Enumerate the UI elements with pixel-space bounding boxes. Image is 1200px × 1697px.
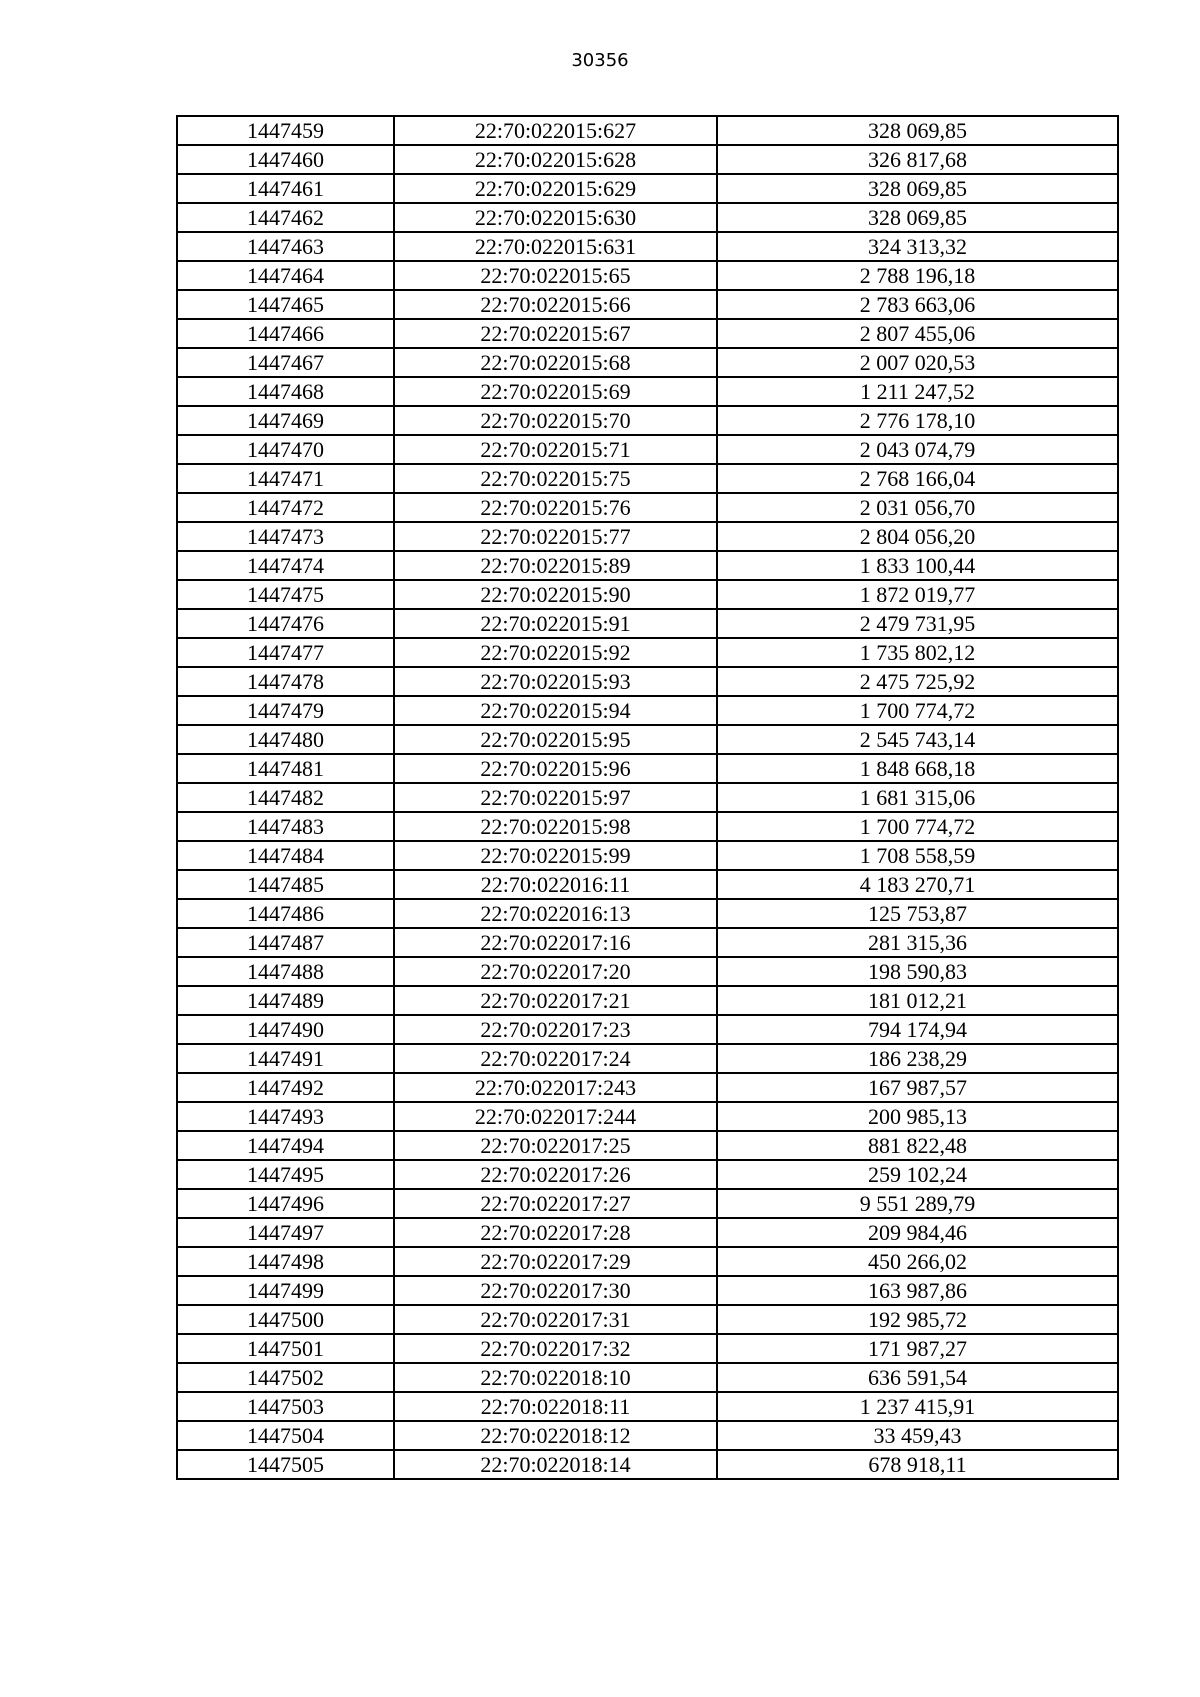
- cadastral-number-cell: 22:70:022015:628: [394, 145, 717, 174]
- cadastral-number-cell: 22:70:022017:27: [394, 1189, 717, 1218]
- record-number-cell: 1447497: [177, 1218, 394, 1247]
- value-cell: 2 545 743,14: [717, 725, 1118, 754]
- record-number-cell: 1447479: [177, 696, 394, 725]
- value-cell: 125 753,87: [717, 899, 1118, 928]
- table-row: [177, 812, 1118, 841]
- value-cell: 1 700 774,72: [717, 812, 1118, 841]
- table-row: [177, 725, 1118, 754]
- value-cell: 2 807 455,06: [717, 319, 1118, 348]
- table-row: [177, 290, 1118, 319]
- value-cell: 678 918,11: [717, 1450, 1118, 1479]
- cadastral-number-cell: 22:70:022015:77: [394, 522, 717, 551]
- record-number-cell: 1447483: [177, 812, 394, 841]
- table-row: [177, 1044, 1118, 1073]
- table-row: [177, 1073, 1118, 1102]
- value-cell: 259 102,24: [717, 1160, 1118, 1189]
- cadastral-number-cell: 22:70:022015:99: [394, 841, 717, 870]
- record-number-cell: 1447476: [177, 609, 394, 638]
- table-row: [177, 551, 1118, 580]
- table-row: [177, 1421, 1118, 1450]
- table-row: [177, 841, 1118, 870]
- cadastral-number-cell: 22:70:022015:75: [394, 464, 717, 493]
- cadastral-number-cell: 22:70:022015:65: [394, 261, 717, 290]
- table-row: [177, 1189, 1118, 1218]
- record-number-cell: 1447503: [177, 1392, 394, 1421]
- value-cell: 450 266,02: [717, 1247, 1118, 1276]
- value-cell: 171 987,27: [717, 1334, 1118, 1363]
- table-row: [177, 783, 1118, 812]
- record-number-cell: 1447467: [177, 348, 394, 377]
- cadastral-number-cell: 22:70:022017:21: [394, 986, 717, 1015]
- table-row: [177, 348, 1118, 377]
- cadastral-number-cell: 22:70:022015:67: [394, 319, 717, 348]
- table-row: [177, 1450, 1118, 1479]
- record-number-cell: 1447470: [177, 435, 394, 464]
- record-number-cell: 1447480: [177, 725, 394, 754]
- value-cell: 2 804 056,20: [717, 522, 1118, 551]
- value-cell: 328 069,85: [717, 116, 1118, 145]
- record-number-cell: 1447462: [177, 203, 394, 232]
- value-cell: 2 768 166,04: [717, 464, 1118, 493]
- value-cell: 1 700 774,72: [717, 696, 1118, 725]
- table-row: [177, 232, 1118, 261]
- value-cell: 1 681 315,06: [717, 783, 1118, 812]
- cadastral-number-cell: 22:70:022017:30: [394, 1276, 717, 1305]
- cadastral-number-cell: 22:70:022017:23: [394, 1015, 717, 1044]
- record-number-cell: 1447499: [177, 1276, 394, 1305]
- value-cell: 636 591,54: [717, 1363, 1118, 1392]
- cadastral-number-cell: 22:70:022015:76: [394, 493, 717, 522]
- table-row: [177, 928, 1118, 957]
- table-row: [177, 1334, 1118, 1363]
- cadastral-number-cell: 22:70:022017:32: [394, 1334, 717, 1363]
- record-number-cell: 1447486: [177, 899, 394, 928]
- table-row: [177, 870, 1118, 899]
- table-row: [177, 406, 1118, 435]
- value-cell: 198 590,83: [717, 957, 1118, 986]
- table-row: [177, 319, 1118, 348]
- record-number-cell: 1447493: [177, 1102, 394, 1131]
- record-number-cell: 1447460: [177, 145, 394, 174]
- table-row: [177, 261, 1118, 290]
- value-cell: 2 788 196,18: [717, 261, 1118, 290]
- record-number-cell: 1447490: [177, 1015, 394, 1044]
- record-number-cell: 1447466: [177, 319, 394, 348]
- table-row: [177, 116, 1118, 145]
- value-cell: 324 313,32: [717, 232, 1118, 261]
- table-row: [177, 1305, 1118, 1334]
- value-cell: 186 238,29: [717, 1044, 1118, 1073]
- table-row: [177, 1363, 1118, 1392]
- table-row: [177, 580, 1118, 609]
- record-number-cell: 1447469: [177, 406, 394, 435]
- value-cell: 2 783 663,06: [717, 290, 1118, 319]
- value-cell: 328 069,85: [717, 203, 1118, 232]
- cadastral-number-cell: 22:70:022017:243: [394, 1073, 717, 1102]
- record-number-cell: 1447464: [177, 261, 394, 290]
- table-row: [177, 435, 1118, 464]
- cadastral-number-cell: 22:70:022016:13: [394, 899, 717, 928]
- cadastral-number-cell: 22:70:022017:31: [394, 1305, 717, 1334]
- table-row: [177, 638, 1118, 667]
- record-number-cell: 1447471: [177, 464, 394, 493]
- table-row: [177, 174, 1118, 203]
- record-number-cell: 1447459: [177, 116, 394, 145]
- record-number-cell: 1447481: [177, 754, 394, 783]
- table-row: [177, 609, 1118, 638]
- value-cell: 1 833 100,44: [717, 551, 1118, 580]
- value-cell: 326 817,68: [717, 145, 1118, 174]
- cadastral-number-cell: 22:70:022015:629: [394, 174, 717, 203]
- value-cell: 1 708 558,59: [717, 841, 1118, 870]
- cadastral-number-cell: 22:70:022017:16: [394, 928, 717, 957]
- value-cell: 281 315,36: [717, 928, 1118, 957]
- table-row: [177, 899, 1118, 928]
- cadastral-number-cell: 22:70:022015:95: [394, 725, 717, 754]
- cadastral-number-cell: 22:70:022015:92: [394, 638, 717, 667]
- record-number-cell: 1447489: [177, 986, 394, 1015]
- cadastral-number-cell: 22:70:022015:98: [394, 812, 717, 841]
- record-number-cell: 1447501: [177, 1334, 394, 1363]
- cadastral-number-cell: 22:70:022015:90: [394, 580, 717, 609]
- table-row: [177, 986, 1118, 1015]
- table-row: [177, 1247, 1118, 1276]
- value-cell: 181 012,21: [717, 986, 1118, 1015]
- cadastral-number-cell: 22:70:022018:10: [394, 1363, 717, 1392]
- cadastral-number-cell: 22:70:022017:29: [394, 1247, 717, 1276]
- value-cell: 9 551 289,79: [717, 1189, 1118, 1218]
- record-number-cell: 1447494: [177, 1131, 394, 1160]
- table-row: [177, 957, 1118, 986]
- table-row: [177, 696, 1118, 725]
- cadastral-number-cell: 22:70:022015:630: [394, 203, 717, 232]
- cadastral-number-cell: 22:70:022017:20: [394, 957, 717, 986]
- record-number-cell: 1447465: [177, 290, 394, 319]
- table-row: [177, 667, 1118, 696]
- record-number-cell: 1447492: [177, 1073, 394, 1102]
- table-row: [177, 145, 1118, 174]
- record-number-cell: 1447505: [177, 1450, 394, 1479]
- cadastral-number-cell: 22:70:022015:94: [394, 696, 717, 725]
- table-row: [177, 203, 1118, 232]
- value-cell: 167 987,57: [717, 1073, 1118, 1102]
- cadastral-number-cell: 22:70:022018:11: [394, 1392, 717, 1421]
- record-number-cell: 1447484: [177, 841, 394, 870]
- value-cell: 200 985,13: [717, 1102, 1118, 1131]
- value-cell: 2 031 056,70: [717, 493, 1118, 522]
- value-cell: 33 459,43: [717, 1421, 1118, 1450]
- record-number-cell: 1447500: [177, 1305, 394, 1334]
- value-cell: 2 007 020,53: [717, 348, 1118, 377]
- cadastral-number-cell: 22:70:022015:631: [394, 232, 717, 261]
- value-cell: 1 848 668,18: [717, 754, 1118, 783]
- record-number-cell: 1447491: [177, 1044, 394, 1073]
- cadastral-number-cell: 22:70:022015:70: [394, 406, 717, 435]
- value-cell: 881 822,48: [717, 1131, 1118, 1160]
- value-cell: 2 776 178,10: [717, 406, 1118, 435]
- cadastral-number-cell: 22:70:022017:28: [394, 1218, 717, 1247]
- table-row: [177, 1131, 1118, 1160]
- table-row: [177, 1160, 1118, 1189]
- table-row: [177, 1392, 1118, 1421]
- table-row: [177, 522, 1118, 551]
- value-cell: 1 735 802,12: [717, 638, 1118, 667]
- value-cell: 209 984,46: [717, 1218, 1118, 1247]
- value-cell: 2 475 725,92: [717, 667, 1118, 696]
- record-number-cell: 1447473: [177, 522, 394, 551]
- record-number-cell: 1447477: [177, 638, 394, 667]
- value-cell: 794 174,94: [717, 1015, 1118, 1044]
- cadastral-number-cell: 22:70:022015:66: [394, 290, 717, 319]
- record-number-cell: 1447478: [177, 667, 394, 696]
- record-number-cell: 1447472: [177, 493, 394, 522]
- record-number-cell: 1447495: [177, 1160, 394, 1189]
- record-number-cell: 1447475: [177, 580, 394, 609]
- cadastral-number-cell: 22:70:022017:26: [394, 1160, 717, 1189]
- record-number-cell: 1447488: [177, 957, 394, 986]
- table-body: [177, 116, 1118, 1479]
- cadastral-number-cell: 22:70:022017:24: [394, 1044, 717, 1073]
- record-number-cell: 1447468: [177, 377, 394, 406]
- page-number: 30356: [571, 50, 629, 71]
- record-number-cell: 1447474: [177, 551, 394, 580]
- cadastral-number-cell: 22:70:022018:14: [394, 1450, 717, 1479]
- record-number-cell: 1447482: [177, 783, 394, 812]
- record-number-cell: 1447485: [177, 870, 394, 899]
- cadastral-number-cell: 22:70:022015:91: [394, 609, 717, 638]
- record-number-cell: 1447496: [177, 1189, 394, 1218]
- record-number-cell: 1447461: [177, 174, 394, 203]
- value-cell: 328 069,85: [717, 174, 1118, 203]
- table-row: [177, 464, 1118, 493]
- value-cell: 1 237 415,91: [717, 1392, 1118, 1421]
- cadastral-number-cell: 22:70:022017:25: [394, 1131, 717, 1160]
- cadastral-number-cell: 22:70:022015:627: [394, 116, 717, 145]
- table-row: [177, 1218, 1118, 1247]
- record-number-cell: 1447487: [177, 928, 394, 957]
- cadastral-number-cell: 22:70:022018:12: [394, 1421, 717, 1450]
- table-row: [177, 1015, 1118, 1044]
- record-number-cell: 1447498: [177, 1247, 394, 1276]
- cadastral-number-cell: 22:70:022016:11: [394, 870, 717, 899]
- table-row: [177, 493, 1118, 522]
- value-cell: 192 985,72: [717, 1305, 1118, 1334]
- table-row: [177, 1102, 1118, 1131]
- value-cell: 163 987,86: [717, 1276, 1118, 1305]
- cadastral-number-cell: 22:70:022015:89: [394, 551, 717, 580]
- record-number-cell: 1447463: [177, 232, 394, 261]
- cadastral-number-cell: 22:70:022015:71: [394, 435, 717, 464]
- cadastral-number-cell: 22:70:022015:96: [394, 754, 717, 783]
- table-row: [177, 754, 1118, 783]
- value-cell: 2 479 731,95: [717, 609, 1118, 638]
- table-row: [177, 377, 1118, 406]
- cadastral-number-cell: 22:70:022015:97: [394, 783, 717, 812]
- table-row: [177, 1276, 1118, 1305]
- value-cell: 4 183 270,71: [717, 870, 1118, 899]
- cadastral-number-cell: 22:70:022015:93: [394, 667, 717, 696]
- cadastral-number-cell: 22:70:022015:68: [394, 348, 717, 377]
- value-cell: 1 872 019,77: [717, 580, 1118, 609]
- record-number-cell: 1447502: [177, 1363, 394, 1392]
- value-cell: 2 043 074,79: [717, 435, 1118, 464]
- cadastral-number-cell: 22:70:022015:69: [394, 377, 717, 406]
- data-table: [176, 115, 1119, 1480]
- value-cell: 1 211 247,52: [717, 377, 1118, 406]
- cadastral-number-cell: 22:70:022017:244: [394, 1102, 717, 1131]
- record-number-cell: 1447504: [177, 1421, 394, 1450]
